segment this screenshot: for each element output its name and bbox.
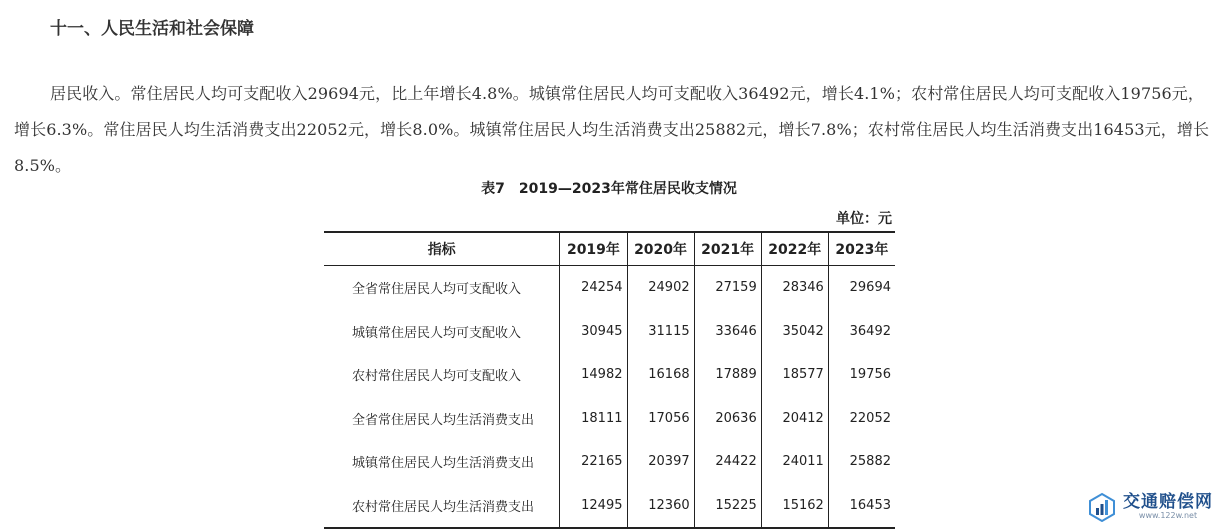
cell-value: 17889 [694, 353, 761, 397]
row-label: 全省常住居民人均可支配收入 [352, 282, 522, 298]
cell-value: 30945 [560, 310, 627, 354]
table-header-row [324, 232, 895, 266]
cell-value: 20636 [694, 397, 761, 441]
cell-value: 15225 [694, 484, 761, 529]
row-label: 农村常住居民人均生活消费支出 [324, 484, 560, 529]
cell-value: 22165 [560, 440, 627, 484]
cell-value: 18111 [560, 397, 627, 441]
cell-value: 25882 [828, 440, 895, 484]
table-title: 表7 2019—2023年常住居民收支情况 [481, 181, 737, 197]
cell-value: 19756 [828, 353, 895, 397]
table-row [324, 266, 895, 310]
cell-value: 16453 [828, 484, 895, 529]
row-label: 农村常住居民人均可支配收入 [352, 369, 522, 385]
table-row [324, 484, 895, 529]
table-row [324, 353, 895, 397]
cell-value: 29694 [828, 266, 895, 310]
cell-value: 15162 [761, 484, 828, 529]
income-paragraph: 居民收入。常住居民人均可支配收入29694元，比上年增长4.8%。城镇常住居民人均可支配收入36492元，增长4.1%；农村常住居民人均可支配收入19756元，增长6.3%。常住居民人均生活消费支出22052元，增长8.0%。城镇常住居民人均生活消费支出25882元，增长7.8%；农村常住居民人均生活消费支出16453元，增长8.5%。 [14, 84, 1210, 175]
site-watermark[interactable] [1087, 492, 1213, 522]
cell-value: 20412 [761, 397, 828, 441]
table-row [324, 397, 895, 441]
cell-value: 12495 [560, 484, 627, 529]
watermark-name: 交通赔偿网 [1123, 492, 1213, 512]
cell-value: 35042 [761, 310, 828, 354]
cell-value: 28346 [761, 266, 828, 310]
row-label: 全省常住居民人均生活消费支出 [352, 412, 535, 428]
row-label: 城镇常住居民人均生活消费支出 [352, 456, 535, 472]
income-expenditure-table [324, 231, 895, 529]
cell-value: 18577 [761, 353, 828, 397]
cell-value: 24011 [761, 440, 828, 484]
header-indicator: 指标 [324, 232, 560, 266]
header-2021: 2021年 [694, 232, 761, 266]
row-label: 城镇常住居民人均可支配收入 [352, 325, 522, 341]
cell-value: 20397 [627, 440, 694, 484]
watermark-url: www.122w.net [1138, 511, 1198, 520]
cell-value: 22052 [828, 397, 895, 441]
cell-value: 16168 [627, 353, 694, 397]
header-2022: 2022年 [761, 232, 828, 266]
section-heading: 十一、人民生活和社会保障 [50, 19, 254, 39]
header-2023: 2023年 [828, 232, 895, 266]
table-unit: 单位：元 [836, 211, 892, 227]
table-row [324, 310, 895, 354]
cell-value: 36492 [828, 310, 895, 354]
cell-value: 24422 [694, 440, 761, 484]
cell-value: 33646 [694, 310, 761, 354]
cell-value: 24254 [560, 266, 627, 310]
cell-value: 31115 [627, 310, 694, 354]
cell-value: 24902 [627, 266, 694, 310]
header-2019: 2019年 [560, 232, 627, 266]
cell-value: 17056 [627, 397, 694, 441]
cell-value: 12360 [627, 484, 694, 529]
cell-value: 27159 [694, 266, 761, 310]
bar-chart-logo-icon [1087, 492, 1117, 522]
cell-value: 14982 [560, 353, 627, 397]
table-row [324, 440, 895, 484]
header-2020: 2020年 [627, 232, 694, 266]
